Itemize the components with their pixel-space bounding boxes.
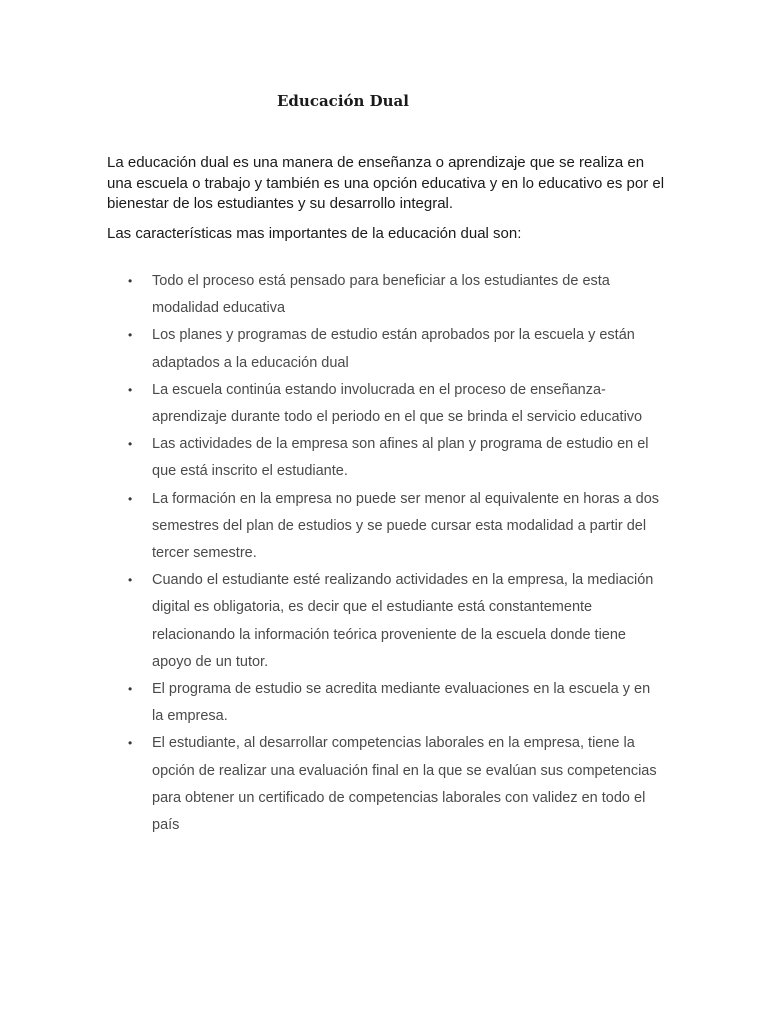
- bullet-icon: •: [128, 328, 133, 343]
- list-item-text: Los planes y programas de estudio están aprobados por la escuela y están adaptados a la educación dual: [152, 327, 635, 371]
- list-item-text: Todo el proceso está pensado para beneficiar a los estudiantes de esta modalidad educativa: [152, 273, 610, 317]
- list-item: [0, 322, 662, 376]
- list-item: [0, 676, 662, 730]
- document-title: Educación Dual: [277, 92, 409, 110]
- bullet-icon: •: [128, 491, 133, 506]
- bullet-icon: •: [128, 437, 133, 452]
- bullet-icon: •: [128, 382, 133, 397]
- lead-paragraph: Las características mas importantes de la educación dual son:: [107, 225, 522, 242]
- bullet-icon: •: [128, 274, 133, 288]
- list-item-text: La formación en la empresa no puede ser menor al equivalente en horas a dos semestres del plan de estudios y se puede cursar esta modalidad a partir del tercer semestre.: [152, 490, 660, 562]
- list-item: [0, 567, 662, 676]
- list-item: [0, 730, 662, 839]
- intro-paragraph: La educación dual es una manera de enseñanza o aprendizaje que se realiza en una escuela o trabajo y también es una opción educativa y en lo educativo es por el bienestar de los estudiantes y su desarrollo integral.: [107, 154, 665, 212]
- list-item: [0, 486, 662, 568]
- list-item-text: El estudiante, al desarrollar competencias laborales en la empresa, tiene la opción de realizar una evaluación final en la que se evalúan sus competencias para obtener un certificado de competencias laborales con validez en todo el país: [152, 735, 657, 834]
- list-item: [0, 268, 662, 322]
- features-list: [0, 268, 768, 839]
- bullet-icon: •: [128, 573, 133, 588]
- list-item-text: La escuela continúa estando involucrada en el proceso de enseñanza-aprendizaje durante todo el periodo en el que se brinda el servicio educativo: [152, 381, 643, 426]
- bullet-icon: •: [128, 682, 133, 697]
- list-item-text: El programa de estudio se acredita mediante evaluaciones en la escuela y en la empresa.: [152, 681, 651, 725]
- bullet-icon: •: [128, 736, 133, 751]
- list-item-text: Cuando el estudiante esté realizando actividades en la empresa, la mediación digital es obligatoria, es decir que el estudiante está constantemente relacionando la información teórica proveniente de la escuela donde tiene apoyo de un tutor.: [152, 572, 654, 670]
- list-item: [0, 377, 662, 431]
- list-item: [0, 431, 662, 485]
- list-item-text: Las actividades de la empresa son afines al plan y programa de estudio en el que está inscrito el estudiante.: [152, 436, 649, 480]
